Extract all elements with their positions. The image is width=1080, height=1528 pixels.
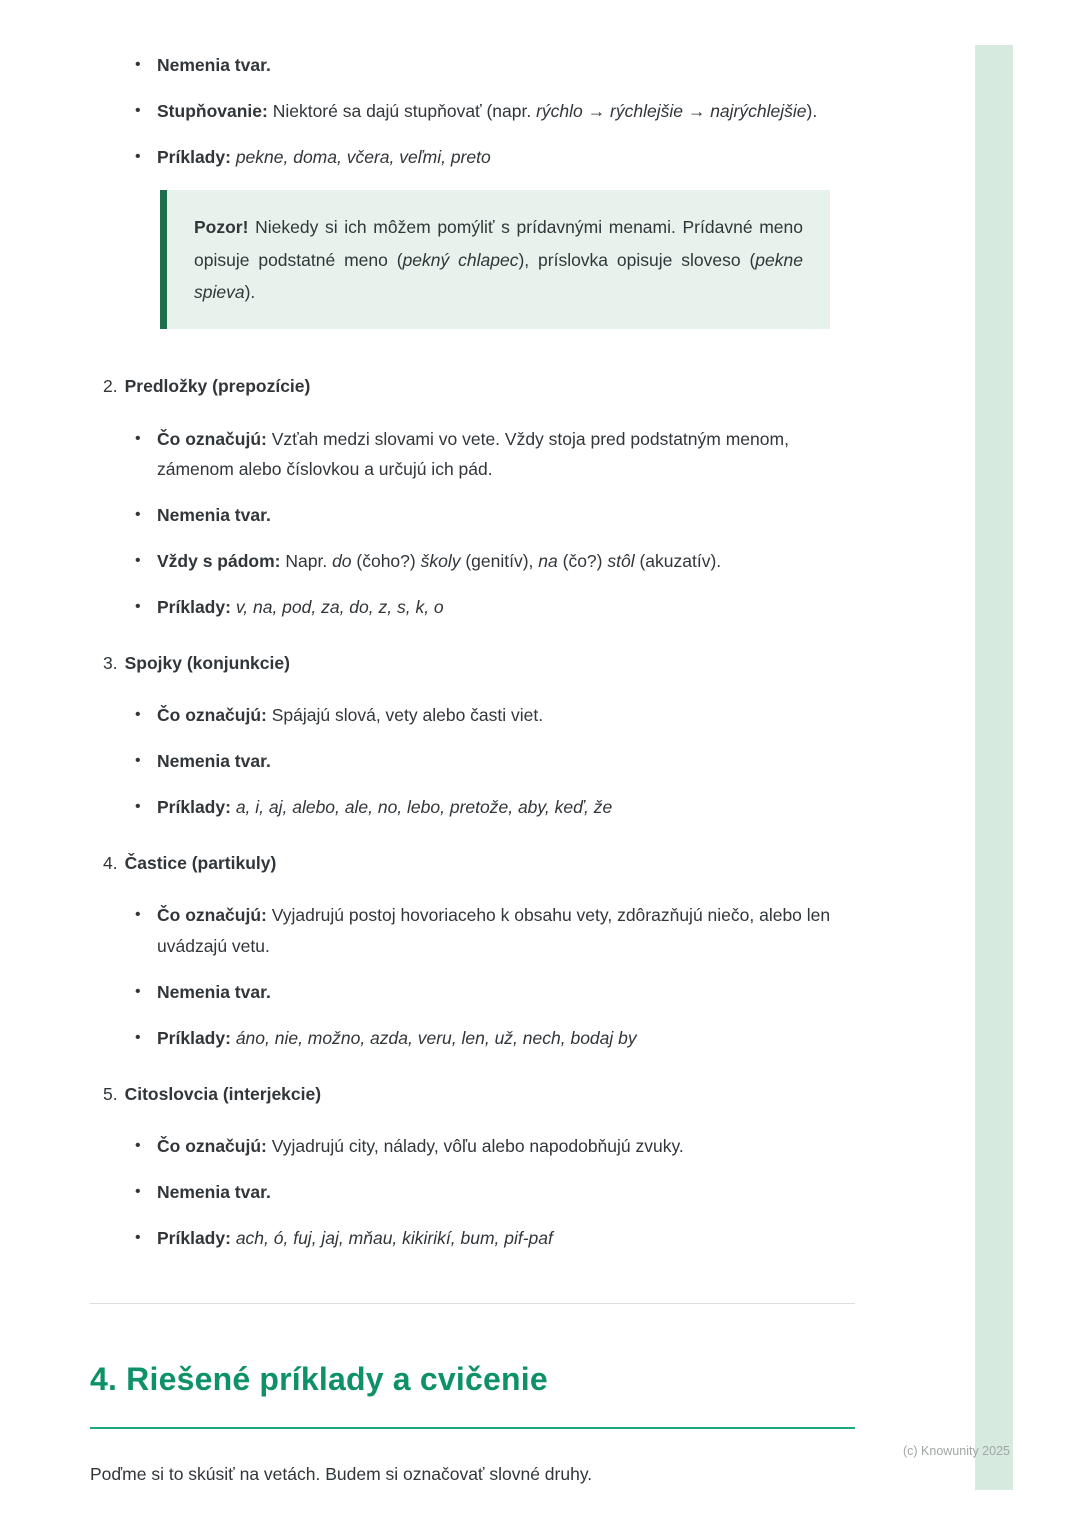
- section-number: 5.: [103, 1083, 118, 1104]
- bullet-marker-icon: •: [135, 1229, 141, 1247]
- bullet-item: [90, 900, 855, 960]
- bullet-item: [90, 1023, 855, 1053]
- side-stripe-decoration: [975, 45, 1013, 1490]
- text-segment: Poďme si to skúsiť na vetách. Budem si označovať slovné druhy.: [90, 1464, 593, 1485]
- section-number: 2.: [103, 376, 118, 397]
- text-segment: Pozor!: [194, 217, 249, 238]
- bullet-marker-icon: •: [135, 102, 141, 120]
- bullet-text: [157, 500, 855, 530]
- bullet-item: [90, 977, 855, 1007]
- text-segment: →: [682, 101, 711, 122]
- text-segment: pekný chlapec: [402, 249, 519, 270]
- bullet-item: [90, 700, 855, 730]
- text-segment: Nemenia tvar.: [157, 504, 271, 525]
- bullet-item: [90, 142, 855, 172]
- text-segment: Vyjadrujú city, nálady, vôľu alebo napodobňujú zvuky.: [266, 1135, 684, 1156]
- bullet-text: [157, 1223, 855, 1253]
- bullet-item: [90, 424, 855, 484]
- bullet-item: [90, 546, 855, 576]
- bullet-marker-icon: •: [135, 982, 141, 1000]
- text-segment: v, na, pod, za, do, z, s, k, o: [235, 596, 444, 617]
- text-segment: (čo?): [557, 550, 608, 571]
- bullet-marker-icon: •: [135, 1183, 141, 1200]
- text-segment: ).: [244, 282, 256, 303]
- text-segment: Príklady:: [157, 596, 231, 617]
- bullet-marker-icon: •: [135, 1028, 141, 1046]
- callout-box: [160, 190, 830, 329]
- text-segment: (genitív),: [460, 550, 539, 571]
- text-segment: školy: [420, 550, 461, 571]
- text-segment: Nemenia tvar.: [157, 981, 271, 1002]
- text-segment: Čo označujú:: [157, 905, 267, 926]
- text-segment: Vzťah medzi slovami vo vete. Vždy stoja pred podstatným menom, zámenom alebo číslovkou a určujú ich pád.: [157, 428, 789, 479]
- section-divider: [90, 1303, 855, 1304]
- bullet-marker-icon: •: [135, 798, 141, 816]
- text-segment: ), príslovka opisuje sloveso (: [518, 249, 756, 270]
- bullet-item: [90, 746, 855, 776]
- text-segment: stôl: [607, 550, 635, 571]
- text-segment: do: [332, 550, 352, 571]
- section-title: Spojky (konjunkcie): [124, 652, 290, 673]
- section-heading: [90, 848, 855, 878]
- bullet-marker-icon: •: [135, 429, 141, 447]
- bullet-text: [157, 96, 855, 126]
- section-title: Predložky (prepozície): [124, 376, 311, 397]
- bullet-text: [157, 50, 855, 80]
- bullet-marker-icon: •: [135, 597, 141, 615]
- section-title: Častice (partikuly): [124, 853, 277, 874]
- section-heading: [90, 648, 855, 678]
- bullet-text: [157, 592, 855, 622]
- text-segment: pekne, doma, včera, veľmi, preto: [235, 147, 491, 168]
- bullet-text: [157, 1023, 855, 1053]
- bullet-text: [157, 546, 855, 576]
- text-segment: Nemenia tvar.: [157, 1182, 271, 1202]
- text-segment: Príklady:: [157, 1228, 231, 1249]
- bullet-marker-icon: •: [135, 1136, 141, 1154]
- bullet-text: [157, 977, 855, 1007]
- bullet-item: [90, 1131, 855, 1161]
- section-heading: [90, 371, 855, 401]
- section-title: Citoslovcia (interjekcie): [124, 1083, 322, 1104]
- text-segment: rýchlejšie: [610, 101, 683, 122]
- text-segment: ach, ó, fuj, jaj, mňau, kikirikí, bum, pif-paf: [235, 1228, 553, 1249]
- bullet-text: [157, 746, 855, 776]
- document-content: [90, 50, 855, 1489]
- text-segment: →: [582, 101, 611, 122]
- text-segment: Čo označujú:: [157, 705, 267, 726]
- text-segment: áno, nie, možno, azda, veru, len, už, nech, bodaj by: [235, 1027, 637, 1048]
- bullet-marker-icon: •: [135, 148, 141, 166]
- text-segment: a, i, aj, alebo, ale, no, lebo, pretože, aby, keď, že: [235, 797, 613, 818]
- text-segment: Niektoré sa dajú stupňovať (napr.: [267, 101, 537, 122]
- text-segment: Príklady:: [157, 147, 231, 168]
- bullet-item: [90, 792, 855, 822]
- bullet-item: [90, 500, 855, 530]
- footer-credit: (c) Knowunity 2025: [902, 1444, 1010, 1458]
- text-segment: pekne spieva: [194, 249, 803, 303]
- bullet-marker-icon: •: [135, 752, 141, 770]
- text-segment: Niekedy si ich môžem pomýliť s prídavnými menami. Prídavné meno opisuje podstatné meno (: [194, 217, 803, 270]
- text-segment: Nemenia tvar.: [157, 751, 271, 772]
- section-number: 4.: [103, 853, 118, 874]
- chapter-heading: 4. Riešené príklady a cvičenie: [90, 1361, 548, 1398]
- text-segment: (akuzatív).: [634, 550, 722, 571]
- text-segment: Napr.: [280, 550, 333, 571]
- text-segment: na: [538, 550, 558, 571]
- text-segment: ).: [806, 101, 818, 122]
- bullet-marker-icon: •: [135, 505, 141, 523]
- bullet-text: [157, 424, 855, 484]
- bullet-item: [90, 96, 855, 126]
- bullet-text: [157, 1131, 855, 1161]
- bullet-text: [157, 1177, 855, 1207]
- text-segment: (čoho?): [351, 550, 421, 571]
- text-segment: Stupňovanie:: [157, 101, 268, 122]
- bullet-marker-icon: •: [135, 56, 141, 73]
- bullet-text: [157, 900, 855, 960]
- bullet-item: [90, 1223, 855, 1253]
- text-segment: Vždy s pádom:: [157, 550, 281, 571]
- text-segment: Príklady:: [157, 797, 231, 818]
- text-segment: Príklady:: [157, 1027, 231, 1048]
- bullet-item: [90, 50, 855, 80]
- bullet-item: [90, 592, 855, 622]
- bullet-item: [90, 1177, 855, 1207]
- section-number: 3.: [103, 652, 118, 673]
- text-segment: najrýchlejšie: [710, 101, 807, 122]
- text-segment: Vyjadrujú postoj hovoriaceho k obsahu vety, zdôrazňujú niečo, alebo len uvádzajú vetu.: [157, 905, 831, 956]
- text-segment: rýchlo: [536, 101, 583, 122]
- bullet-text: [157, 700, 855, 730]
- bullet-marker-icon: •: [135, 706, 141, 724]
- bullet-marker-icon: •: [135, 906, 141, 924]
- text-segment: Čo označujú:: [157, 428, 267, 449]
- text-segment: Čo označujú:: [157, 1135, 267, 1156]
- bullet-marker-icon: •: [135, 551, 141, 569]
- bullet-text: [157, 142, 855, 172]
- section-heading: [90, 1079, 855, 1109]
- chapter-heading-block: [90, 1352, 855, 1429]
- text-segment: Spájajú slová, vety alebo časti viet.: [266, 705, 544, 726]
- text-segment: Nemenia tvar.: [157, 55, 271, 75]
- paragraph: [90, 1459, 855, 1489]
- bullet-text: [157, 792, 855, 822]
